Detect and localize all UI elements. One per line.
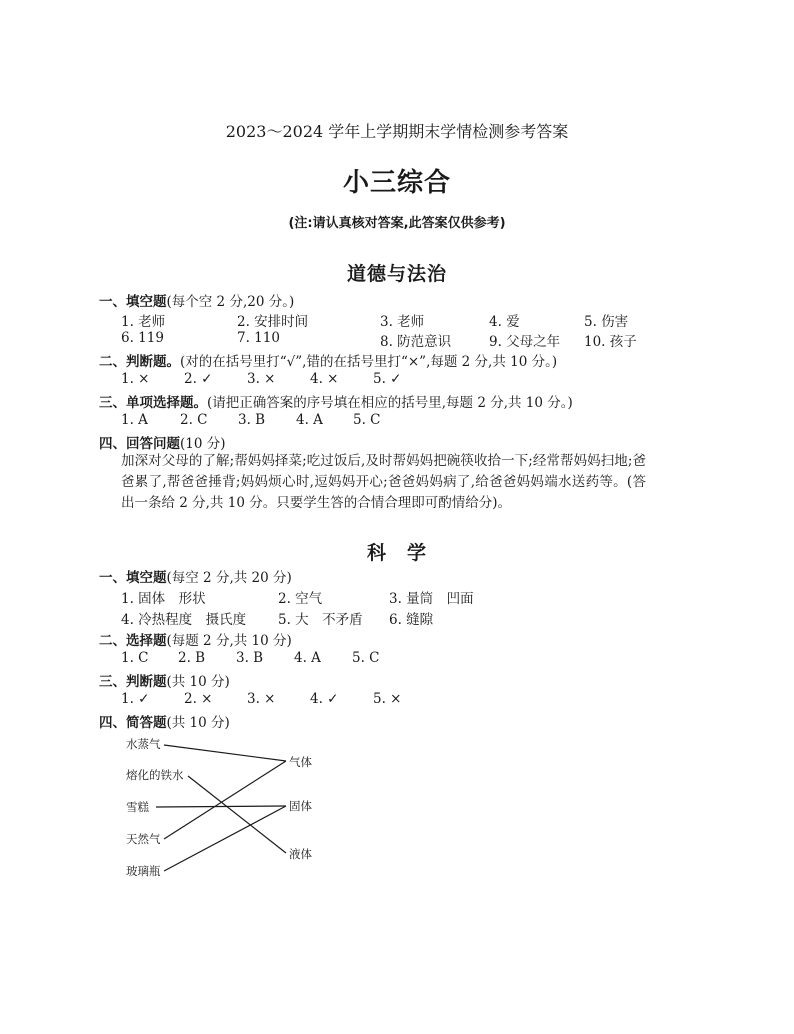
answer-item: 1. C (121, 650, 149, 666)
match-right-item: 固体 (289, 799, 312, 813)
subject-heading-science: 科 学 (366, 542, 427, 564)
section-label: 一、填空题 (99, 570, 167, 586)
answer-item: 2. 空气 (278, 591, 323, 607)
answer-item: 8. 防范意识 (380, 334, 452, 350)
answer-item: 4. A (296, 412, 323, 428)
section-heading (99, 290, 294, 310)
section-label: 三、单项选择题。 (99, 395, 207, 411)
answer-item: 4. ✓ (310, 691, 339, 707)
answer-item: 3. 量筒 凹面 (389, 591, 474, 607)
section-info: (请把正确答案的序号填在相应的括号里,每题 2 分,共 10 分。) (207, 395, 573, 411)
page-title: 小三综合 (342, 168, 451, 198)
answer-item: 5. 大 不矛盾 (278, 612, 363, 628)
match-right-item: 气体 (289, 755, 312, 769)
answer-item: 1. ✓ (121, 691, 150, 707)
section-info: (对的在括号里打“√”,错的在括号里打“×”,每题 2 分,共 10 分。) (180, 354, 558, 370)
subject-heading-morality: 道德与法治 (346, 263, 447, 285)
answer-item: 3. × (247, 371, 276, 387)
match-right-item: 液体 (289, 847, 312, 861)
answer-item: 7. 110 (237, 330, 280, 346)
answer-item: 1. A (121, 412, 148, 428)
section-label: 一、填空题 (99, 294, 167, 310)
section-heading (99, 566, 292, 586)
section-info: (每空 2 分,共 20 分) (166, 570, 292, 586)
section-heading (99, 711, 230, 731)
answer-item: 2. 安排时间 (237, 314, 309, 330)
section-label: 四、回答问题 (99, 436, 180, 452)
answer-item: 4. 爱 (489, 314, 520, 330)
answer-item: 2. × (184, 691, 213, 707)
section-label: 三、判断题 (99, 674, 167, 690)
section-heading (99, 432, 226, 452)
answer-item: 6. 119 (121, 330, 164, 346)
section-info: (10 分) (180, 436, 226, 452)
answer-item: 6. 缝隙 (389, 612, 434, 628)
section-label: 二、选择题 (99, 633, 167, 649)
section-label: 二、判断题。 (99, 354, 180, 370)
answer-item: 3. × (247, 691, 276, 707)
match-line (156, 806, 286, 807)
section-info: (每题 2 分,共 10 分) (166, 633, 292, 649)
section-heading (99, 670, 230, 690)
match-line (164, 806, 286, 871)
answer-item: 4. A (294, 650, 321, 666)
answer-item: 5. ✓ (373, 371, 402, 387)
answer-item: 3. B (236, 650, 264, 666)
section-label: 四、简答题 (99, 715, 167, 731)
section-info: (共 10 分) (166, 674, 230, 690)
section-info: (共 10 分) (166, 715, 230, 731)
answer-paragraph: 加深对父母的了解;帮妈妈择菜;吃过饭后,及时帮妈妈把碗筷收拾一下;经常帮妈妈扫地;爸爸累了,帮爸爸捶背;妈妈烦心时,逗妈妈开心;爸爸妈妈病了,给爸爸妈妈端水送药等。(答出一条给 2 分,共 10 分。只要学生答的合情合理即可酌情给分)。 (121, 453, 646, 511)
answer-item: 3. B (238, 412, 266, 428)
answer-item: 3. 老师 (380, 314, 425, 330)
match-left-item: 雪糕 (126, 800, 149, 814)
match-left-item: 玻璃瓶 (126, 864, 161, 878)
answer-item: 1. × (121, 371, 150, 387)
exam-header-title: 2023～2024 学年上学期期末学情检测参考答案 (225, 122, 569, 141)
match-left-item: 水蒸气 (126, 737, 161, 751)
answer-item: 1. 固体 形状 (121, 591, 206, 607)
section-heading (99, 629, 292, 649)
answer-item: 2. ✓ (184, 371, 213, 387)
match-left-item: 熔化的铁水 (126, 768, 184, 782)
answer-item: 5. C (353, 412, 381, 428)
match-line (164, 761, 286, 839)
section-heading (99, 350, 557, 370)
answer-item: 1. 老师 (121, 314, 166, 330)
answer-item: 9. 父母之年 (489, 334, 561, 350)
match-left-item: 天然气 (126, 832, 161, 846)
answer-item: 5. 伤害 (584, 314, 629, 330)
answer-item: 4. × (310, 371, 339, 387)
answer-item: 5. × (373, 691, 402, 707)
answer-item: 5. C (352, 650, 380, 666)
section-heading (99, 391, 573, 411)
answer-item: 4. 冷热程度 摄氏度 (121, 612, 247, 628)
match-line (164, 745, 286, 761)
answer-item: 10. 孩子 (584, 334, 637, 350)
answer-item: 2. B (178, 650, 206, 666)
match-line (188, 776, 286, 853)
disclaimer-note: (注:请认真核对答案,此答案仅供参考) (288, 216, 506, 231)
section-info: (每个空 2 分,20 分。) (166, 294, 295, 310)
answer-item: 2. C (180, 412, 208, 428)
